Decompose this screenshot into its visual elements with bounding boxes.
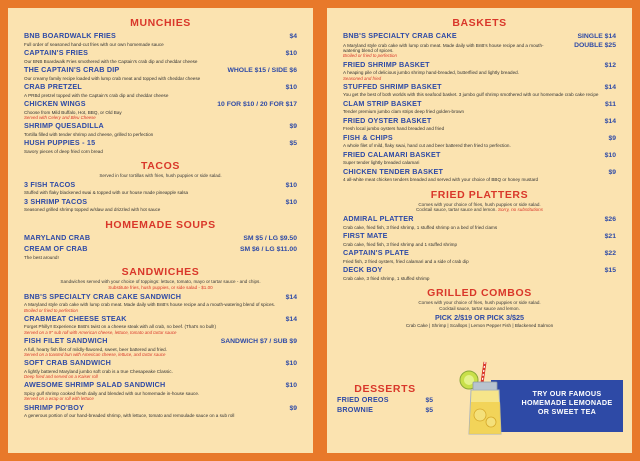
item-price: WHOLE $15 / SIDE $6	[227, 67, 297, 74]
combos-note-2: Cocktail sauce, tartar sauce and lemon.	[439, 305, 520, 311]
item-note: Served on a toasted bun with American cheese, lettuce, and tartar sauce	[24, 351, 166, 357]
item-note: Served on a wrap or roll with lettuce	[24, 396, 94, 402]
item-price: $10	[285, 382, 297, 390]
item-name: STUFFED SHRIMP BASKET	[343, 81, 442, 91]
sandwiches-note: Sandwiches served with your choice of toppings: lettuce, tomato, mayo or tartar sauce - and chips.	[60, 279, 261, 285]
menu-item	[343, 249, 616, 264]
item-desc: 4 all-white meat chicken tenders breaded and served with your choice of BBQ or honey mustard	[343, 177, 539, 183]
item-desc: A lightly battered Maryland jumbo soft crab is a true Chesapeake Classic.	[24, 368, 173, 374]
item-note: Broiled or fried to perfection	[24, 307, 78, 313]
platters-no-sub: Sorry, no substitutions	[497, 207, 544, 213]
promo-line-2: HOMEMADE LEMONADE	[521, 398, 613, 407]
item-name: FIRST MATE	[343, 231, 388, 240]
item-name: CAPTAIN'S FRIES	[24, 48, 89, 57]
item-desc: Fried fish, 2 fried oysters, fried calamari and a side of crab dip	[343, 258, 469, 264]
item-price: SINGLE $14	[577, 33, 616, 40]
item-desc: Crab cake, fried fish, 3 fried shrimp and 1 stuffed shrimp	[343, 241, 458, 247]
menu-item	[24, 337, 297, 357]
item-price: $15	[604, 267, 616, 274]
item-price: $14	[285, 293, 297, 301]
item-price-double: DOUBLE $25	[574, 41, 616, 49]
item-desc: Choose from Mild Buffalo, Hot, BBQ, or Old Bay	[24, 109, 122, 115]
item-desc: Our BNB Boardwalk Fries smothered with the Captain's crab dip and cheddar cheese	[24, 58, 198, 64]
item-price: $9	[289, 123, 297, 131]
item-name: CHICKEN TENDER BASKET	[343, 166, 444, 176]
item-note: Served on a 9" sub roll with American cheese, lettuce, tomato and tartar sauce	[24, 329, 177, 335]
item-note: Broiled or fried to perfection	[343, 53, 397, 59]
desserts-title: DESSERTS	[354, 383, 416, 395]
menu-item	[343, 61, 616, 81]
item-desc: Full order of seasoned hand-cut fries with our own homemade sauce	[24, 41, 164, 47]
menu-item	[343, 83, 616, 98]
sandwiches-title: SANDWICHES	[121, 266, 200, 279]
item-price: $10	[285, 360, 297, 368]
menu-item	[343, 117, 616, 132]
item-desc: Our creamy family recipe loaded with lump crab meat and topped with cheddar cheese	[24, 75, 201, 81]
menu-item	[343, 232, 616, 247]
item-desc: Crab cake, 3 fried shrimp, 1 stuffed shrimp	[343, 275, 430, 281]
item-name: FRIED OYSTER BASKET	[343, 115, 432, 125]
desserts-section	[337, 380, 433, 415]
item-name: BNB BOARDWALK FRIES	[24, 31, 117, 40]
menu-item	[343, 266, 616, 281]
item-name: FRIED OREOS	[337, 395, 389, 404]
right-menu-panel	[327, 8, 632, 453]
menu-item	[24, 100, 297, 120]
item-desc: Tortilla filled with tender shrimp and cheese, grilled to perfection	[24, 131, 154, 137]
menu-item	[24, 404, 297, 419]
menu-item	[24, 66, 297, 81]
item-price: $14	[604, 117, 616, 125]
item-price: $5	[425, 397, 433, 404]
menu-item	[24, 122, 297, 137]
menu-item	[24, 139, 297, 154]
item-price: $5	[289, 140, 297, 148]
tacos-title: TACOS	[141, 160, 180, 173]
item-desc: Super tender lightly breaded calamari	[343, 160, 420, 166]
menu-item	[24, 198, 297, 213]
promo-line-1: TRY OUR FAMOUS	[532, 389, 602, 398]
item-price: SM $6 / LG $11.00	[239, 246, 297, 254]
platters-note-2-text: Cocktail sauce, tartar sauce and lemon.	[415, 207, 497, 213]
munchies-title: MUNCHIES	[130, 17, 191, 29]
combos-note: Comes with your choice of fries, hush puppies or side salad.	[418, 300, 541, 305]
item-name: CRAB PRETZEL	[24, 82, 82, 91]
item-desc: Seasoned grilled shrimp topped w/slaw and drizzled with hot sauce	[24, 207, 161, 213]
item-price: $21	[604, 233, 616, 240]
item-price: $14	[285, 315, 297, 323]
sandwiches-subnote: Substitute fries, hush puppies, or side salad - $1.00	[108, 284, 213, 290]
platters-note-2	[343, 207, 616, 213]
menu-item	[24, 234, 297, 244]
item-desc: Stuffed with flaky blackened swai & topped with our house made pineapple salsa	[24, 190, 189, 196]
item-name: SOFT CRAB SANDWICH	[24, 358, 112, 368]
item-price: $9	[608, 134, 616, 142]
item-name: FISH FILET SANDWICH	[24, 335, 108, 345]
item-desc: A heaping pile of delicious jumbo shrimp hand-breaded, butterflied and lightly breaded.	[343, 70, 519, 76]
item-price: $9	[608, 168, 616, 176]
item-desc: A full, hearty fish filet of mildly-flavored, sweet, beer battered and fried.	[24, 346, 167, 352]
item-name: CRABMEAT CHEESE STEAK	[24, 313, 127, 323]
item-name: BNB'S SPECIALTY CRAB CAKE SANDWICH	[24, 291, 182, 301]
item-desc: Tender premium jumbo clam strips deep fried golden-brown	[343, 109, 465, 115]
item-name: AWESOME SHRIMP SALAD SANDWICH	[24, 380, 166, 390]
menu-item	[24, 49, 297, 64]
menu-item	[343, 151, 616, 166]
item-desc: A Maryland style crab cake with lump crab meat. Made daily with BnB's house recipe and a mouth-watering blend of spices.	[343, 42, 544, 53]
item-price: $10	[285, 50, 297, 57]
item-price: $10	[604, 151, 616, 159]
item-name: MARYLAND CRAB	[24, 232, 91, 242]
item-name: 3 SHRIMP TACOS	[24, 196, 88, 206]
item-price: $5	[425, 406, 433, 414]
item-name: BNB'S SPECIALTY CRAB CAKE	[343, 31, 457, 40]
item-name: BROWNIE	[337, 404, 374, 414]
menu-item	[343, 215, 616, 230]
menu-item	[24, 381, 297, 401]
item-price: $22	[604, 250, 616, 257]
menu-item	[24, 245, 297, 260]
item-name: CHICKEN WINGS	[24, 99, 86, 108]
item-price: $14	[604, 83, 616, 91]
item-price: SANDWICH $7 / SUB $9	[220, 337, 297, 345]
menu-item	[343, 168, 616, 183]
combos-options: Crab Cake | Shrimp | Scallops | Lemon Pepper Fish | Blackened Salmon	[405, 323, 554, 329]
item-desc: Fresh local jumbo oysters hand breaded and fried	[343, 126, 445, 132]
item-desc: You get the best of both worlds with this seafood basket. 3 jumbo gulf shrimp smothered with our homemade crab cake recipe	[343, 92, 599, 98]
item-name: SHRIMP QUESADILLA	[24, 121, 104, 131]
menu-item	[24, 181, 297, 196]
baskets-title: BASKETS	[452, 17, 507, 29]
menu-item	[343, 100, 616, 115]
item-name: 3 FISH TACOS	[24, 179, 76, 189]
item-desc: A generous portion of our hand-breaded shrimp, with lettuce, tomato and remoulade sauce on a sub roll	[24, 413, 235, 419]
platters-title: FRIED PLATTERS	[430, 188, 529, 201]
item-name: FISH & CHIPS	[343, 132, 393, 142]
item-name: HUSH PUPPIES - 15	[24, 138, 96, 148]
item-name: SHRIMP PO'BOY	[24, 402, 85, 412]
item-desc: A Maryland style crab cake with lump crab meat. Made daily with BnB's house recipe and a mouth-watering blend of spices.	[24, 302, 276, 308]
item-name: ADMIRAL PLATTER	[343, 214, 414, 223]
menu-item	[24, 83, 297, 98]
item-price: 10 FOR $10 / 20 FOR $17	[217, 101, 297, 108]
combos-title: GRILLED COMBOS	[427, 287, 532, 299]
item-price: $10	[285, 198, 297, 206]
item-note: Deep fried and served on a Kaiser roll	[24, 374, 98, 380]
menu-item	[24, 293, 297, 313]
menu-item	[24, 32, 297, 47]
menu-item	[24, 359, 297, 379]
left-menu-panel	[8, 8, 313, 453]
item-name: CREAM OF CRAB	[24, 244, 88, 254]
item-name: FRIED SHRIMP BASKET	[343, 59, 430, 69]
item-price: $9	[289, 404, 297, 412]
item-desc: A whole filet of mild, flaky swai, hand cut and beer battered then fried to perfection.	[343, 143, 511, 149]
item-desc: Savory pieces of deep fried corn bread	[24, 148, 103, 154]
item-price: $12	[604, 61, 616, 69]
munchies-list	[24, 32, 297, 154]
item-name: FRIED CALAMARI BASKET	[343, 149, 441, 159]
item-desc: Forget Philly!! Experience BnB's twist on a cheese steak with all crab, no beef. (That's no bull!)	[24, 324, 216, 330]
combos-pick: PICK 2/$19 OR PICK 3/$25	[434, 313, 525, 323]
menu-item	[337, 406, 433, 416]
item-name: THE CAPTAIN'S CRAB DIP	[24, 65, 120, 74]
item-name: CLAM STRIP BASKET	[343, 98, 422, 108]
item-note: Seasoned and fried	[343, 75, 382, 81]
item-desc: The best around!	[24, 254, 59, 260]
menu-item	[343, 32, 616, 59]
item-desc: A PRBd pretzel topped with the Captain's crab dip and cheddar cheese	[24, 92, 169, 98]
item-desc: Spicy gulf shrimp cooked fresh daily and blended with our homemade in-house sauce.	[24, 390, 200, 396]
promo-line-3: OR SWEET TEA	[537, 407, 597, 416]
item-price: $4	[289, 33, 297, 40]
menu-item	[343, 134, 616, 149]
item-name: DECK BOY	[343, 265, 383, 274]
menu-item	[24, 315, 297, 335]
item-price: SM $5 / LG $9.50	[243, 234, 297, 242]
item-price: $10	[285, 84, 297, 91]
item-name: CAPTAIN'S PLATE	[343, 248, 409, 257]
platters-note: Comes with your choice of fries, hush puppies or side salad.	[418, 201, 541, 207]
item-price: $10	[285, 181, 297, 189]
item-price: $11	[605, 100, 616, 108]
item-note: Served with Celery and Bleu Cheese	[24, 115, 96, 120]
item-price: $26	[604, 216, 616, 223]
lemonade-jar-icon	[455, 360, 513, 438]
soups-title: HOMEMADE SOUPS	[105, 218, 216, 231]
tacos-note: Served in four tortillas with fries, hush puppies or side salad.	[99, 173, 222, 179]
item-desc: Crab cake, fried fish, 3 fried shrimp, 1 stuffed shrimp on a bed of fried clams	[343, 224, 498, 230]
